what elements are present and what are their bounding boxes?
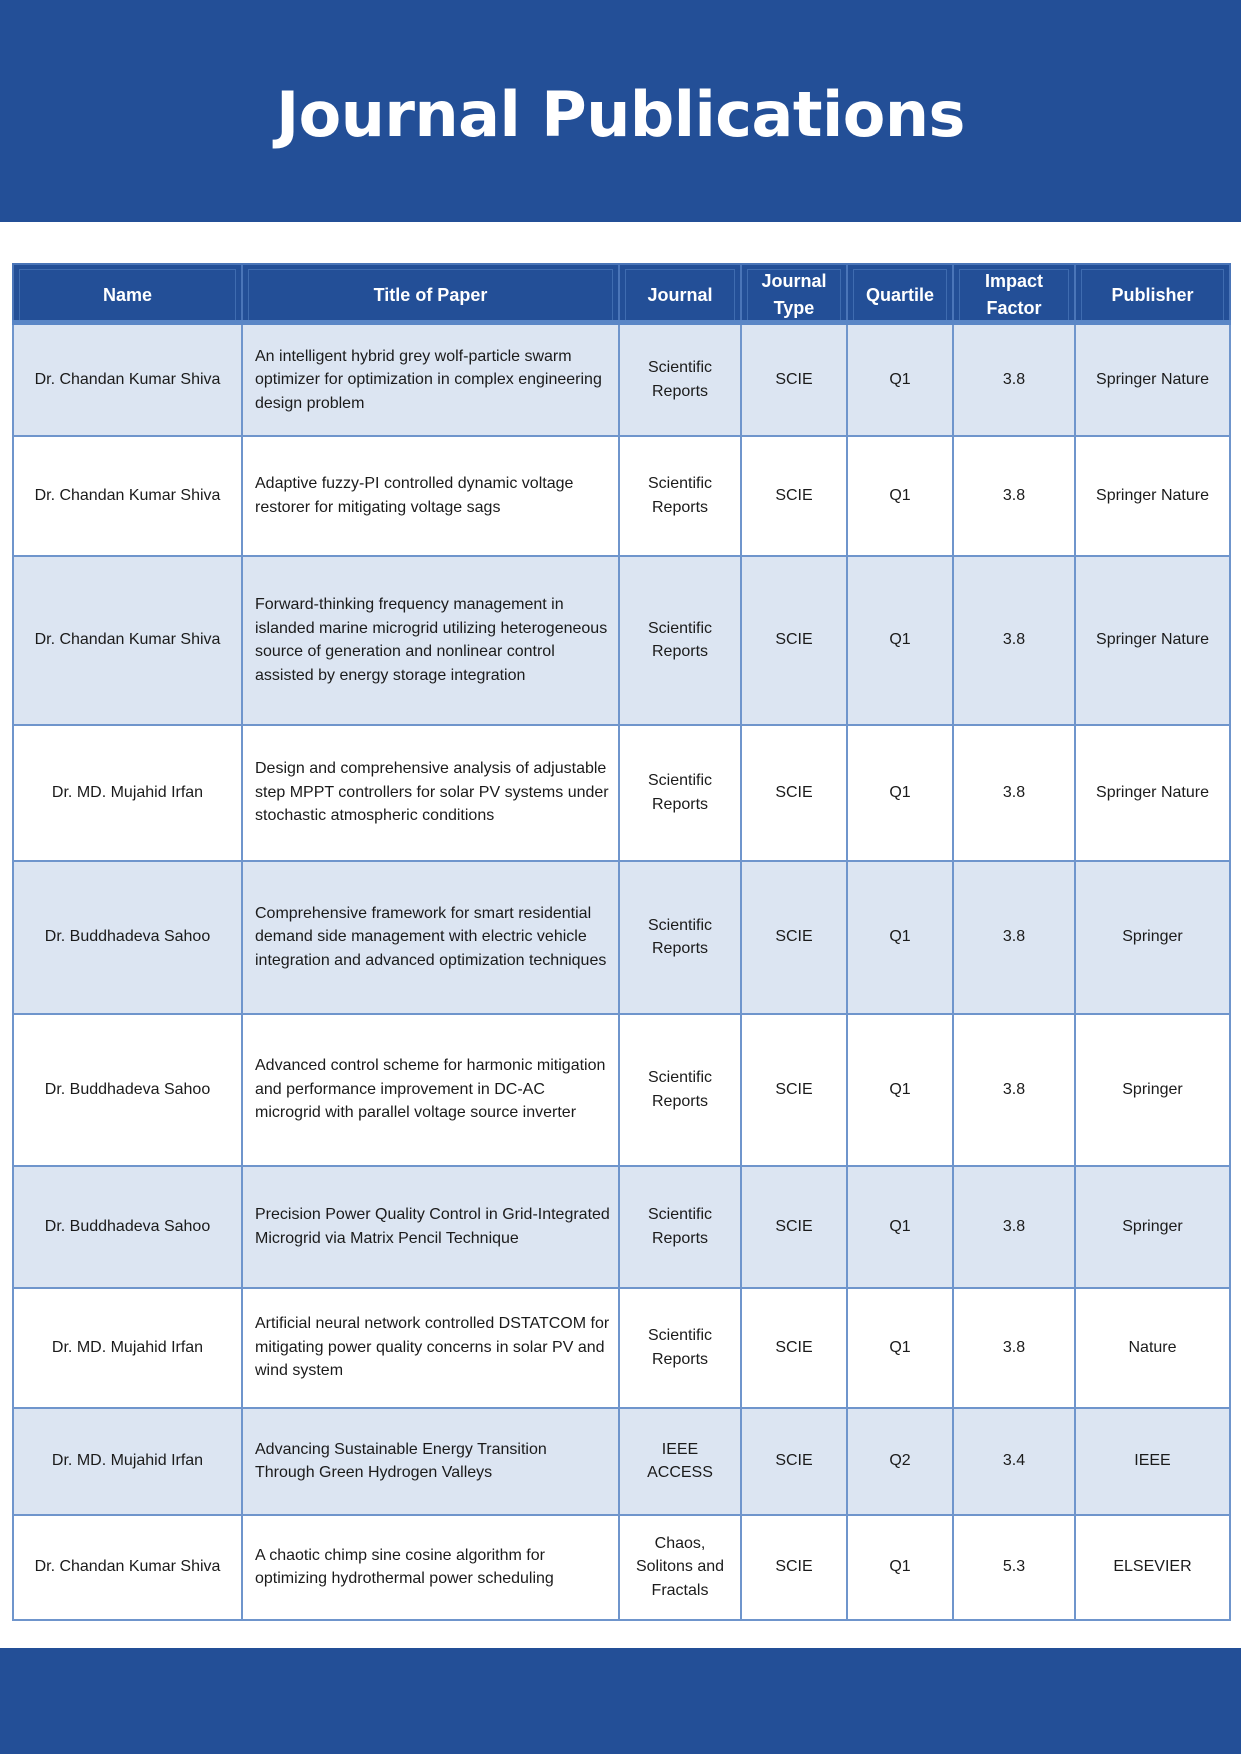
publisher-cell: Nature xyxy=(1075,1288,1230,1408)
impact-factor-cell: 3.8 xyxy=(953,323,1075,436)
quartile-cell: Q1 xyxy=(847,725,953,861)
publisher-cell: Springer xyxy=(1075,1166,1230,1288)
journal-cell: Scientific Reports xyxy=(619,1166,741,1288)
footer-banner xyxy=(0,1648,1241,1754)
quartile-cell: Q1 xyxy=(847,1288,953,1408)
paper-title-cell: Artificial neural network controlled DSTATCOM for mitigating power quality concerns in solar PV and wind system xyxy=(242,1288,619,1408)
column-header-quartile: Quartile xyxy=(847,264,953,323)
author-name-cell: Dr. Buddhadeva Sahoo xyxy=(13,1166,242,1288)
page-title: Journal Publications xyxy=(276,78,965,151)
author-name-cell: Dr. MD. Mujahid Irfan xyxy=(13,1288,242,1408)
publisher-cell: IEEE xyxy=(1075,1408,1230,1515)
quartile-cell: Q2 xyxy=(847,1408,953,1515)
table-row xyxy=(13,1166,1230,1288)
impact-factor-cell: 3.8 xyxy=(953,725,1075,861)
table-row xyxy=(13,1408,1230,1515)
paper-title-cell: Advanced control scheme for harmonic mitigation and performance improvement in DC-AC microgrid with parallel voltage source inverter xyxy=(242,1014,619,1166)
journal-type-cell: SCIE xyxy=(741,323,847,436)
table-row xyxy=(13,725,1230,861)
author-name-cell: Dr. MD. Mujahid Irfan xyxy=(13,725,242,861)
journal-cell: Scientific Reports xyxy=(619,861,741,1014)
author-name-cell: Dr. Chandan Kumar Shiva xyxy=(13,1515,242,1620)
table-header-row xyxy=(13,264,1230,323)
journal-type-cell: SCIE xyxy=(741,725,847,861)
journal-type-cell: SCIE xyxy=(741,436,847,556)
column-header-journal-type: Journal Type xyxy=(741,264,847,323)
table-row xyxy=(13,1014,1230,1166)
column-header-name: Name xyxy=(13,264,242,323)
column-header-title: Title of Paper xyxy=(242,264,619,323)
column-header-journal: Journal xyxy=(619,264,741,323)
journal-cell: Scientific Reports xyxy=(619,556,741,725)
publications-table xyxy=(12,263,1231,1621)
publisher-cell: ELSEVIER xyxy=(1075,1515,1230,1620)
quartile-cell: Q1 xyxy=(847,1166,953,1288)
quartile-cell: Q1 xyxy=(847,323,953,436)
journal-cell: IEEE ACCESS xyxy=(619,1408,741,1515)
paper-title-cell: A chaotic chimp sine cosine algorithm for optimizing hydrothermal power scheduling xyxy=(242,1515,619,1620)
impact-factor-cell: 3.4 xyxy=(953,1408,1075,1515)
impact-factor-cell: 3.8 xyxy=(953,556,1075,725)
author-name-cell: Dr. Chandan Kumar Shiva xyxy=(13,556,242,725)
author-name-cell: Dr. MD. Mujahid Irfan xyxy=(13,1408,242,1515)
impact-factor-cell: 3.8 xyxy=(953,1166,1075,1288)
publisher-cell: Springer Nature xyxy=(1075,323,1230,436)
impact-factor-cell: 3.8 xyxy=(953,436,1075,556)
impact-factor-cell: 3.8 xyxy=(953,861,1075,1014)
impact-factor-cell: 3.8 xyxy=(953,1288,1075,1408)
table-row xyxy=(13,1288,1230,1408)
publisher-cell: Springer Nature xyxy=(1075,436,1230,556)
author-name-cell: Dr. Buddhadeva Sahoo xyxy=(13,1014,242,1166)
journal-type-cell: SCIE xyxy=(741,861,847,1014)
journal-cell: Chaos, Solitons and Fractals xyxy=(619,1515,741,1620)
journal-cell: Scientific Reports xyxy=(619,436,741,556)
journal-type-cell: SCIE xyxy=(741,1515,847,1620)
journal-cell: Scientific Reports xyxy=(619,725,741,861)
quartile-cell: Q1 xyxy=(847,861,953,1014)
journal-type-cell: SCIE xyxy=(741,1288,847,1408)
journal-type-cell: SCIE xyxy=(741,1166,847,1288)
table-row xyxy=(13,436,1230,556)
journal-cell: Scientific Reports xyxy=(619,323,741,436)
impact-factor-cell: 3.8 xyxy=(953,1014,1075,1166)
impact-factor-cell: 5.3 xyxy=(953,1515,1075,1620)
publisher-cell: Springer Nature xyxy=(1075,725,1230,861)
quartile-cell: Q1 xyxy=(847,556,953,725)
paper-title-cell: Precision Power Quality Control in Grid-Integrated Microgrid via Matrix Pencil Technique xyxy=(242,1166,619,1288)
table-row xyxy=(13,556,1230,725)
journal-type-cell: SCIE xyxy=(741,1014,847,1166)
paper-title-cell: Advancing Sustainable Energy Transition Through Green Hydrogen Valleys xyxy=(242,1408,619,1515)
paper-title-cell: Adaptive fuzzy-PI controlled dynamic voltage restorer for mitigating voltage sags xyxy=(242,436,619,556)
journal-type-cell: SCIE xyxy=(741,1408,847,1515)
quartile-cell: Q1 xyxy=(847,1515,953,1620)
table-row xyxy=(13,861,1230,1014)
paper-title-cell: Forward-thinking frequency management in islanded marine microgrid utilizing heterogeneous source of generation and nonlinear control assisted by energy storage integration xyxy=(242,556,619,725)
quartile-cell: Q1 xyxy=(847,1014,953,1166)
table-row xyxy=(13,1515,1230,1620)
journal-cell: Scientific Reports xyxy=(619,1014,741,1166)
paper-title-cell: Design and comprehensive analysis of adjustable step MPPT controllers for solar PV systems under stochastic atmospheric conditions xyxy=(242,725,619,861)
publisher-cell: Springer xyxy=(1075,1014,1230,1166)
journal-cell: Scientific Reports xyxy=(619,1288,741,1408)
paper-title-cell: Comprehensive framework for smart residential demand side management with electric vehicle integration and advanced optimization techniques xyxy=(242,861,619,1014)
column-header-publisher: Publisher xyxy=(1075,264,1230,323)
author-name-cell: Dr. Buddhadeva Sahoo xyxy=(13,861,242,1014)
column-header-impact-factor: Impact Factor xyxy=(953,264,1075,323)
header-banner xyxy=(0,0,1241,222)
paper-title-cell: An intelligent hybrid grey wolf-particle swarm optimizer for optimization in complex engineering design problem xyxy=(242,323,619,436)
publisher-cell: Springer Nature xyxy=(1075,556,1230,725)
table-row xyxy=(13,323,1230,436)
quartile-cell: Q1 xyxy=(847,436,953,556)
publisher-cell: Springer xyxy=(1075,861,1230,1014)
author-name-cell: Dr. Chandan Kumar Shiva xyxy=(13,323,242,436)
author-name-cell: Dr. Chandan Kumar Shiva xyxy=(13,436,242,556)
journal-type-cell: SCIE xyxy=(741,556,847,725)
